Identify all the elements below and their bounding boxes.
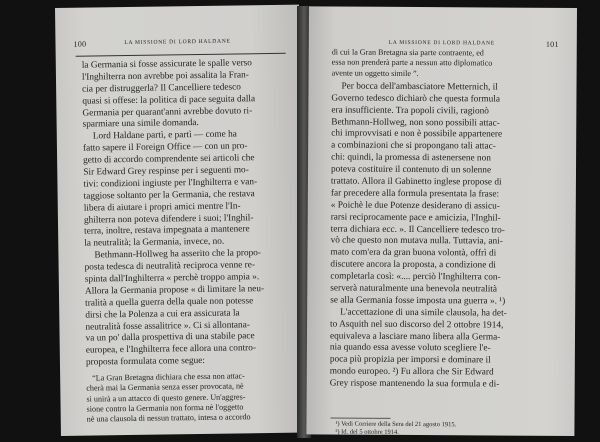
right-page-number: 101	[545, 39, 559, 49]
left-line: Allora la Germania propose « di limitare la neu-	[84, 284, 265, 297]
left-page-header	[73, 38, 281, 49]
right-line: era insufficiente. Tra popoli civili, ragionò	[331, 105, 489, 117]
left-line: posta tedesca di neutralità reciproca venne re-	[84, 260, 256, 273]
left-running-title: LA MISSIONE DI LORD HALDANE	[124, 38, 231, 47]
right-line: chi: quindi, la promessa di astenersene non	[331, 152, 491, 164]
right-line: poteva costituire il contenuto di un solenne	[330, 164, 492, 176]
quote-line: sione contro la Germania non forma nè l'oggetto	[86, 402, 244, 414]
left-line: quasi si offese: la politica di pace seguita dalla	[82, 93, 256, 107]
quote-line: cherà mai la Germania senza esser provocata, nè	[86, 381, 244, 394]
left-page-number: 100	[73, 39, 87, 49]
right-body-text	[330, 48, 560, 392]
left-line: tivi: condizioni ingiuste per l'Inghilterra e van-	[83, 177, 258, 190]
right-line: chi improvvisati e non è possibile appartenere	[331, 128, 503, 140]
right-line: trattato. Allora il Gabinetto inglese propose di	[330, 176, 502, 188]
right-line: Bethmann-Hollweg, non sono possibili attac-	[331, 117, 500, 129]
right-line: equivaleva a lasciare mano libera alla Germa-	[329, 331, 501, 343]
left-line: fatto sapere il Foreign Office — con un pro-	[82, 141, 248, 154]
right-line: mondo europeo. ²) Fu allora che Sir Edward	[329, 366, 494, 378]
quote-line: essa non prenderà parte a nessun atto diplomatico	[331, 57, 493, 68]
left-body-text	[82, 58, 299, 426]
right-line: discutere ancora la proposta, a condizione di	[330, 259, 496, 271]
quote-line: “La Gran Bretagna dichiara che essa non attac-	[92, 371, 245, 383]
right-line: mato com'era da gran buona volontà, offrì di	[330, 247, 497, 259]
left-line: dirsi che la Polenza a cui era assicurata la	[85, 308, 240, 321]
left-line: Bethmann-Hollweg ha asserito che la propo-	[94, 248, 262, 261]
left-line: europea, e l'Inghilterra fece allora una contro-	[85, 343, 257, 356]
left-line: spinta dall'Inghilterra « perchè troppo ampia ».	[84, 272, 260, 285]
left-line: Lord Haldane partì, e partì — come ha	[92, 129, 237, 142]
footnote: ²) Id. del 5 ottobre 1914.	[335, 428, 399, 436]
right-line: L'accettazione di una simile clausola, ha det-	[340, 307, 507, 319]
left-line: cia per distruggerla? Il Cancelliere tedesco	[82, 82, 241, 95]
right-line: vò che questo non mutava nulla. Tuttavia, ani-	[330, 235, 503, 248]
right-line: Governo tedesco dichiarò che questa formula	[331, 93, 501, 105]
left-line: l'Inghilterra non avrebbe poi assalita la Fran-	[81, 70, 249, 83]
left-line: Germania per quarant'anni avrebbe dovuto ri-	[82, 105, 253, 119]
left-line: proposta formulata come segue:	[85, 356, 206, 368]
right-line: terra dichiara ecc. ». Il Cancelliere tedesco tro-	[330, 224, 505, 236]
right-line: Per bocca dell'ambasciatore Metternich, il	[341, 81, 498, 93]
quote-line: di cui la Gran Bretagna sia parte contraente, ed	[331, 47, 484, 58]
right-line: poca più propizia per imporsi e dominare il	[329, 354, 491, 366]
right-line: nia quando essa avesse voluto scegliere l'e-	[329, 342, 491, 354]
left-line: libera di aiutare i propri amici mentre l'In-	[83, 201, 241, 214]
left-quote-block	[86, 371, 299, 425]
left-page	[55, 5, 305, 436]
right-quote-continuation	[332, 48, 560, 80]
quote-line: avente un oggetto simile ”.	[331, 68, 419, 78]
footnote-rule	[330, 418, 390, 419]
left-line: va un po' dalla prospettiva di una stabile pace	[85, 331, 255, 345]
left-line: Sir Edward Grey respinse per i seguenti mo-	[83, 165, 249, 178]
right-page-header	[325, 39, 559, 49]
left-line: la neutralità; la Germania, invece, no.	[84, 237, 225, 249]
left-line: ghilterra non poteva difendere i suoi; l'Inghil-	[83, 212, 254, 226]
right-line: to Asquith nel suo discorso del 2 ottobre 1914,	[330, 319, 504, 331]
right-page	[306, 6, 577, 436]
left-header-rule	[76, 53, 286, 57]
footnotes	[335, 421, 456, 436]
quote-line: si unirà a un attacco di questo genere. Un'aggres-	[86, 392, 246, 404]
left-line: taggiose soltanto per la Germania, che restava	[83, 189, 255, 202]
left-line: sparmiare una simile domanda.	[82, 118, 199, 131]
right-line: serverà naturalmente una benevola neutralità	[330, 283, 498, 295]
left-line: tralità a quella guerra della quale non potesse	[85, 296, 254, 309]
left-line: la Germania si fosse assicurate le spalle verso	[81, 58, 252, 71]
right-line: « Poichè le due Potenze desiderano di assicu-	[330, 200, 500, 212]
right-line: Grey rispose mantenendo la sua formula e di-	[329, 378, 500, 390]
left-line: terra, inoltre, restava impegnata a mantenere	[84, 224, 250, 238]
right-line: se alla Germania fosse imposta una guerra ». ¹)	[330, 295, 506, 307]
right-line: a combinazioni che si propongano tali attac-	[331, 140, 496, 152]
left-line: getto di accordo comprendente sei articoli che	[83, 153, 255, 166]
right-line: far precedere alla formula presentata la frase:	[330, 188, 500, 200]
footnote: ¹) Vedi Corriere della Sera del 21 agosto 1915.	[335, 420, 457, 429]
right-line: rarsi reciprocamente pace e amicizia, l'Inghil-	[330, 212, 501, 224]
right-line: completarla così: «.... perciò l'Inghilterra con-	[330, 271, 501, 283]
right-running-title: LA MISSIONE DI LORD HALDANE	[388, 39, 495, 47]
left-line: neutralità fosse assalitrice ». Ci si allontana-	[85, 319, 250, 333]
quote-line: nè una clausola di nessun trattato, intesa o accordo	[86, 412, 251, 424]
